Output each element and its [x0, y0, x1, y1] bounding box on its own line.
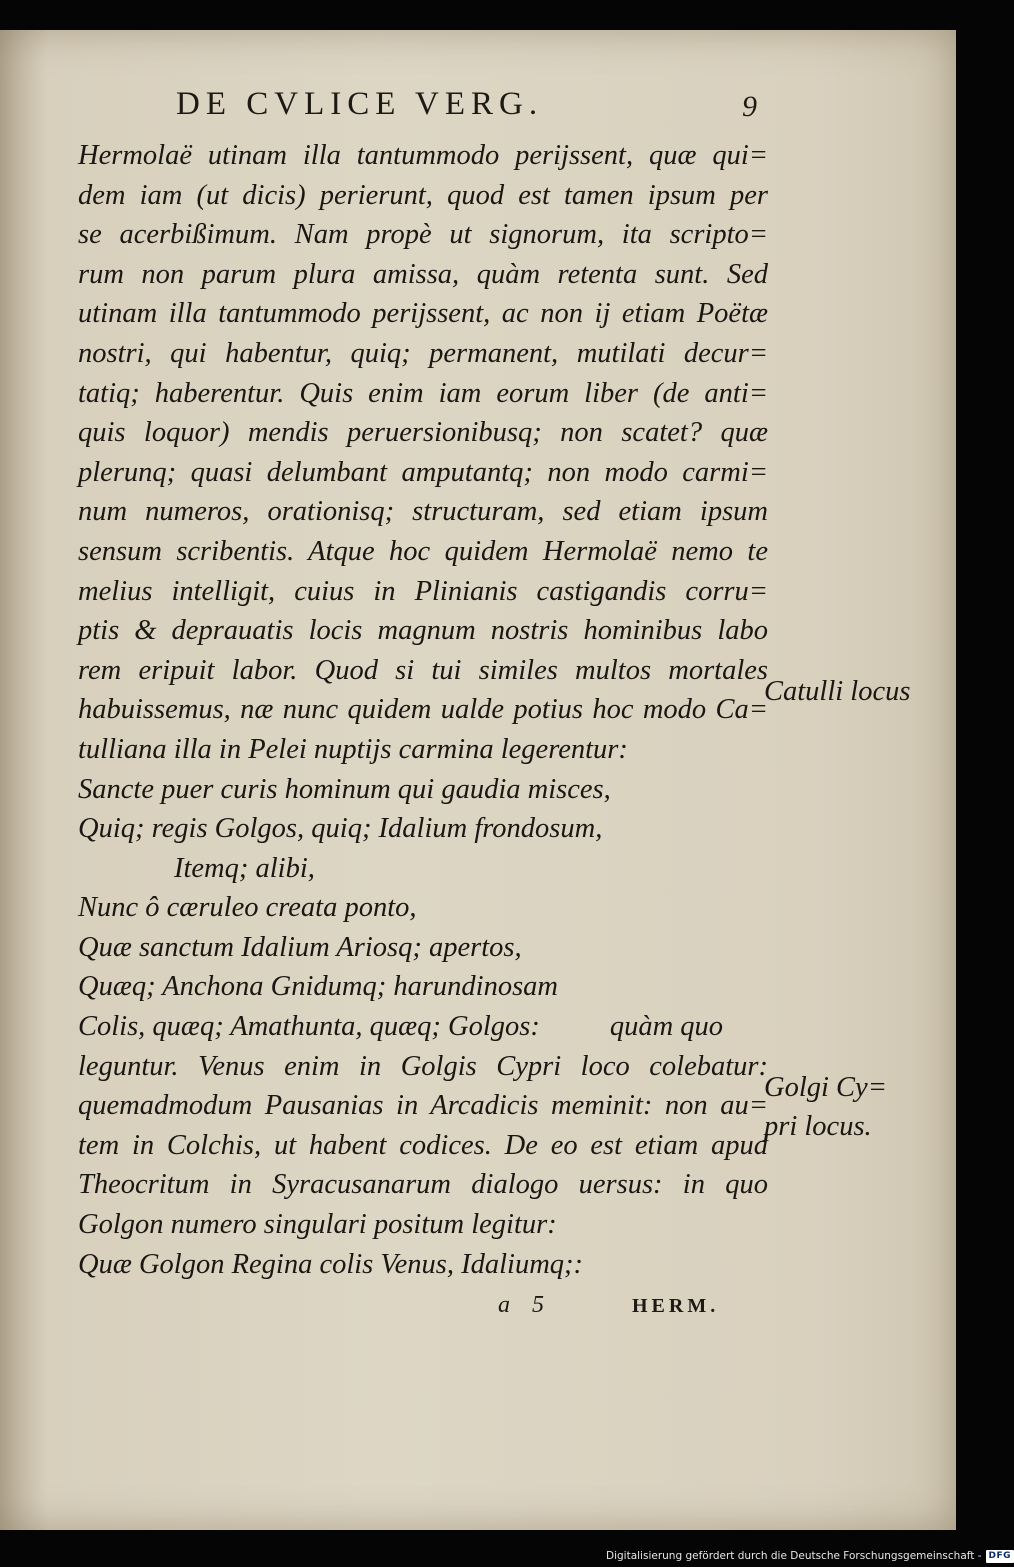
digitization-footer [606, 1548, 1014, 1564]
text-line-7: tatiq; haberentur. Quis enim iam eorum liber (de anti= [78, 377, 768, 409]
verse-line-2: Quiq; regis Golgos, quiq; Idalium frondosum, [78, 813, 603, 845]
folio-number: 9 [742, 90, 757, 123]
margin-note-golgi-1: Golgi Cy= [764, 1072, 887, 1103]
catchword: HERM. [632, 1295, 720, 1317]
text-line-15: habuissemus, næ nunc quidem ualde potius hoc modo Ca= [78, 694, 768, 726]
signature-mark: a 5 [498, 1292, 552, 1318]
verse-line-1: Sancte puer curis hominum qui gaudia misces, [78, 773, 611, 805]
text-line-10: num numeros, orationisq; structuram, sed etiam ipsum [78, 496, 768, 528]
verse-line-5: Quæq; Anchona Gnidumq; harundinosam [78, 971, 559, 1003]
text-line-1: Hermolaë utinam illa tantummodo perijssent, quæ qui= [78, 140, 768, 171]
text-line-11: sensum scribentis. Atque hoc quidem Hermolaë nemo te [78, 535, 768, 567]
running-head: DE CVLICE VERG. [176, 86, 544, 122]
text-line-16: tulliana illa in Pelei nuptijs carmina legerentur: [78, 733, 628, 765]
text-line-8: quis loquor) mendis peruersionibusq; non scatet? quæ [78, 417, 768, 449]
dfg-logo-icon: DFG [986, 1550, 1014, 1563]
text-line-9: plerunq; quasi delumbant amputantq; non modo carmi= [78, 456, 768, 488]
text-line-12: melius intelligit, cuius in Plinianis castigandis corru= [78, 575, 768, 607]
signature-catchword-line [498, 1292, 719, 1319]
text-line-20: Theocritum in Syracusanarum dialogo uersus: in quo [78, 1169, 768, 1201]
text-line-5: utinam illa tantummodo perijssent, ac non ij etiam Poëtæ [78, 298, 768, 330]
colis-tail: quàm quo [609, 1011, 724, 1043]
verse-line-6 [78, 1007, 768, 1047]
margin-note-catulli: Catulli locus [764, 676, 911, 707]
text-line-3: se acerbißimum. Nam propè ut signorum, ita scripto= [78, 219, 768, 251]
text-line-17: leguntur. Venus enim in Golgis Cypri loco colebatur: [78, 1050, 768, 1082]
verse-line-7: Quæ Golgon Regina colis Venus, Idaliumq;: [78, 1248, 584, 1280]
text-line-2: dem iam (ut dicis) perierunt, quod est tamen ipsum per [78, 179, 768, 211]
text-line-14: rem eripuit labor. Quod si tui similes multos mortales [78, 654, 768, 686]
text-line-21: Golgon numero singulari positum legitur: [78, 1209, 557, 1241]
footer-credit: Digitalisierung gefördert durch die Deutsche Forschungsgemeinschaft - [606, 1550, 982, 1562]
text-line-13: ptis & deprauatis locis magnum nostris hominibus labo [78, 615, 768, 647]
text-line-18: quemadmodum Pausanias in Arcadicis meminit: non au= [78, 1090, 768, 1122]
verse-line-4: Quæ sanctum Idalium Ariosq; apertos, [78, 931, 522, 963]
item-alibi-line: Itemq; alibi, [174, 852, 315, 884]
book-page [0, 30, 956, 1530]
colis-verse: Colis, quæq; Amathunta, quæq; Golgos: [78, 1011, 540, 1043]
verse-line-3: Nunc ô cæruleo creata ponto, [78, 892, 417, 924]
text-line-6: nostri, qui habentur, quiq; permanent, mutilati decur= [78, 337, 768, 369]
text-line-4: rum non parum plura amissa, quàm retenta sunt. Sed [78, 258, 768, 290]
margin-note-golgi-2: pri locus. [764, 1111, 872, 1142]
text-line-19: tem in Colchis, ut habent codices. De eo est etiam apud [78, 1129, 768, 1161]
main-text-block [78, 136, 768, 1284]
